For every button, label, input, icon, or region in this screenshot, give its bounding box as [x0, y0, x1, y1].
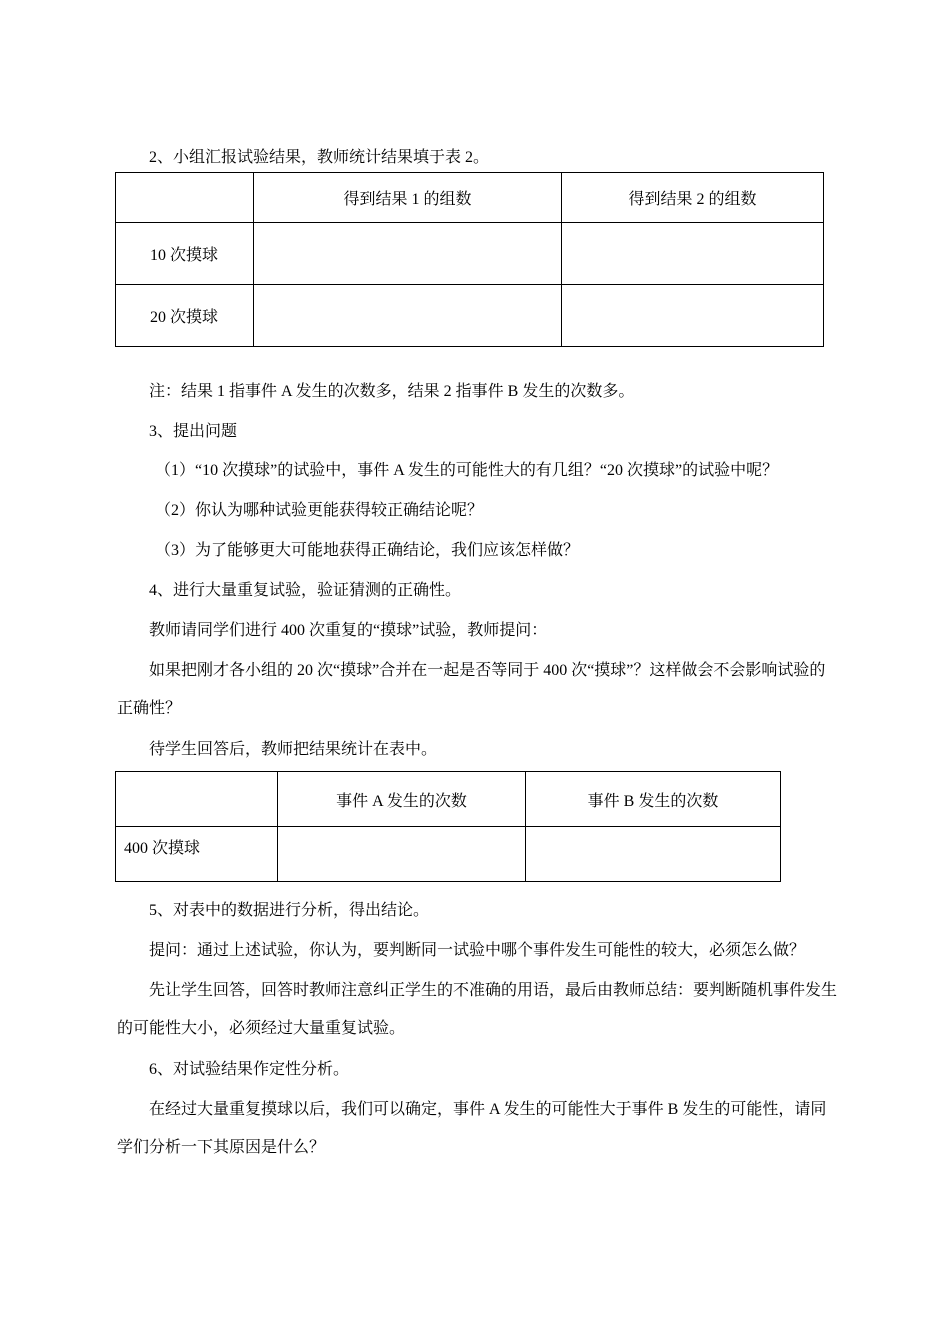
section4-paragraph-2: 如果把刚才各小组的 20 次“摸球”合并在一起是否等同于 400 次“摸球”？这样做会不会影响试验的正确性？ [117, 662, 826, 717]
section4-paragraph-3: 待学生回答后，教师把结果统计在表中。 [149, 741, 438, 758]
question-2: （2）你认为哪种试验更能获得较正确结论呢？ [155, 502, 484, 519]
table-cell [254, 223, 562, 285]
event-count-table [115, 771, 781, 882]
question-3: （3）为了能够更大可能地获得正确结论，我们应该怎样做？ [155, 542, 580, 559]
section2-heading: 2、小组汇报试验结果，教师统计结果填于表 2。 [149, 149, 490, 166]
section4-paragraph-1: 教师请同学们进行 400 次重复的“摸球”试验，教师提问： [149, 622, 548, 639]
table-header-cell [116, 772, 278, 827]
question-1: （1）“10 次摸球”的试验中，事件 A 发生的可能性大的有几组？“20 次摸球”的试验中呢？ [155, 462, 779, 479]
section6-paragraph-1: 在经过大量重复摸球以后，我们可以确定，事件 A 发生的可能性大于事件 B 发生的可能性，请同学们分析一下其原因是什么？ [117, 1101, 827, 1156]
section6-heading: 6、对试验结果作定性分析。 [149, 1061, 350, 1078]
table-row [116, 827, 781, 882]
row-label: 400 次摸球 [116, 827, 278, 882]
results-table [115, 172, 824, 347]
section4-heading: 4、进行大量重复试验，验证猜测的正确性。 [149, 582, 462, 599]
table-header-cell [116, 173, 254, 223]
table-note: 注：结果 1 指事件 A 发生的次数多，结果 2 指事件 B 发生的次数多。 [149, 383, 635, 400]
table-header-cell: 得到结果 2 的组数 [562, 173, 824, 223]
section5-heading: 5、对表中的数据进行分析，得出结论。 [149, 902, 430, 919]
row-label: 20 次摸球 [116, 285, 254, 347]
table-header-row [116, 772, 781, 827]
section5-paragraph-2: 先让学生回答，回答时教师注意纠正学生的不准确的用语，最后由教师总结：要判断随机事件发生的可能性大小，必须经过大量重复试验。 [117, 982, 838, 1037]
table-cell [562, 285, 824, 347]
table-row [116, 285, 824, 347]
table-cell [278, 827, 526, 882]
table-header-cell: 得到结果 1 的组数 [254, 173, 562, 223]
table-header-cell: 事件 A 发生的次数 [278, 772, 526, 827]
section3-heading: 3、提出问题 [149, 423, 238, 440]
table-cell [254, 285, 562, 347]
table-cell [526, 827, 781, 882]
table-header-row [116, 173, 824, 223]
section5-paragraph-1: 提问：通过上述试验，你认为，要判断同一试验中哪个事件发生可能性的较大，必须怎么做？ [149, 942, 806, 959]
table-header-cell: 事件 B 发生的次数 [526, 772, 781, 827]
table-row [116, 223, 824, 285]
table-cell [562, 223, 824, 285]
row-label: 10 次摸球 [116, 223, 254, 285]
